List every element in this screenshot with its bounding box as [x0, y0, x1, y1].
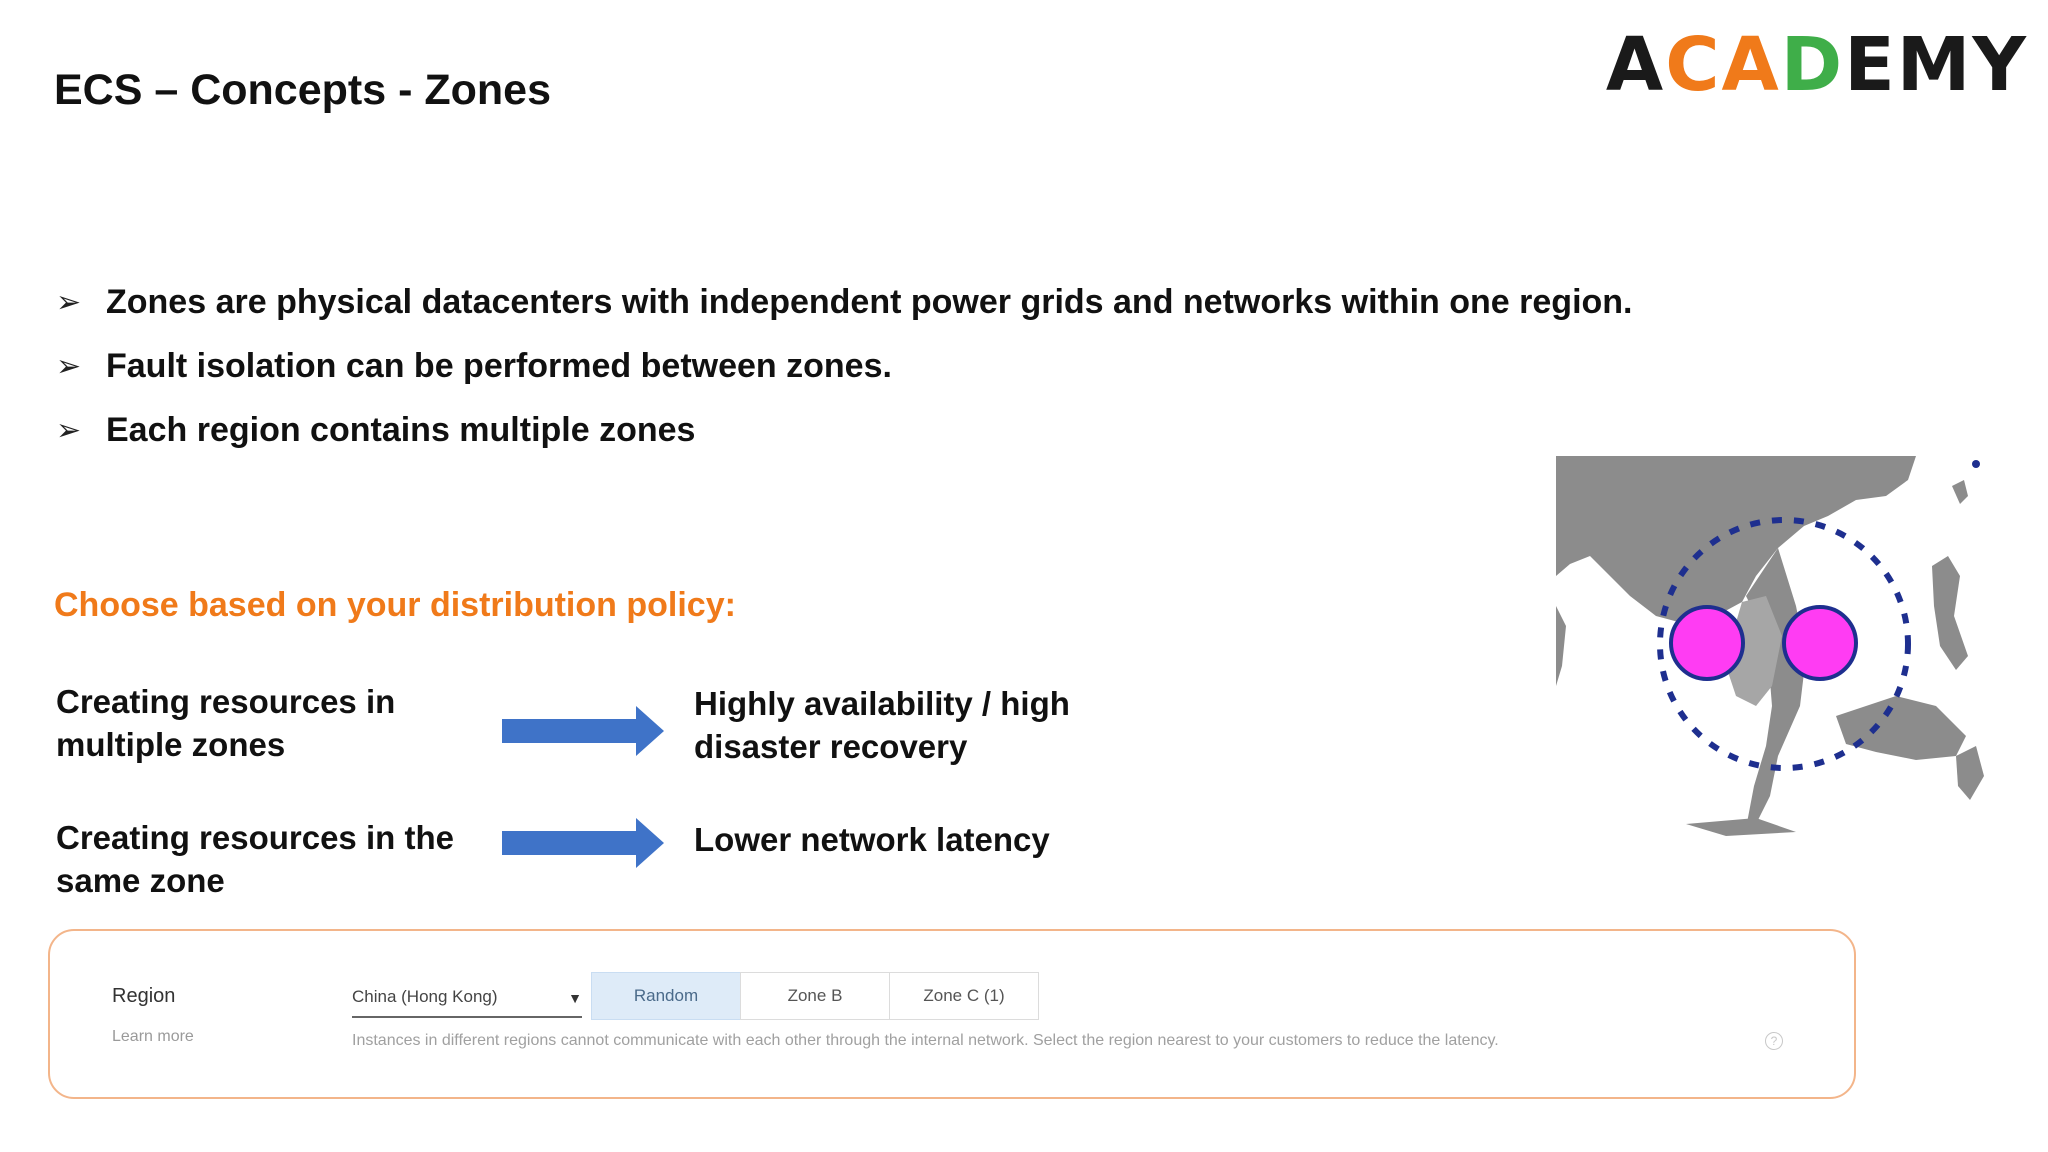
zone-option-b[interactable]: Zone B: [740, 972, 890, 1020]
arrow-bullet-icon: ➢: [56, 349, 82, 383]
academy-logo: [1606, 22, 2028, 108]
bullet-text: Fault isolation can be performed between zones.: [106, 346, 892, 385]
region-map: [1556, 456, 1984, 836]
region-select-value: China (Hong Kong): [352, 987, 498, 1006]
bullet-item: [56, 270, 1633, 334]
zone-option-random[interactable]: Random: [591, 972, 741, 1020]
bullet-text: Zones are physical datacenters with independent power grids and networks within one region.: [106, 282, 1633, 321]
bullet-list: [56, 270, 1633, 462]
policy-heading: Choose based on your distribution policy:: [54, 586, 736, 624]
arrow-bullet-icon: ➢: [56, 285, 82, 319]
bullet-item: [56, 398, 1633, 462]
row-same-zone-right: Lower network latency: [694, 821, 1050, 858]
region-label: Region: [112, 985, 176, 1007]
slide-title: ECS – Concepts - Zones: [54, 66, 551, 114]
right-arrow-icon: [502, 706, 664, 756]
help-icon[interactable]: ?: [1765, 1032, 1783, 1050]
arrow-bullet-icon: ➢: [56, 413, 82, 447]
row-same-zone-left: Creating resources in the same zone: [56, 819, 454, 899]
zone-selector: [592, 972, 1039, 1020]
logo-letter-orange: C: [1665, 22, 1722, 108]
bullet-item: [56, 334, 1633, 398]
zone-option-c[interactable]: Zone C (1): [889, 972, 1039, 1020]
right-arrow-icon: [502, 818, 664, 868]
region-hint-text: Instances in different regions cannot communicate with each other through the internal network. Select the region nearest to your customers to reduce the latency.: [352, 1032, 1499, 1049]
logo-letter-orange: A: [1721, 22, 1781, 108]
row-multi-zone-right: Highly availability / high disaster recovery: [694, 685, 1070, 765]
zone-dot-2: [1784, 607, 1856, 679]
logo-letters: EMY: [1844, 22, 2028, 108]
region-select[interactable]: [352, 978, 582, 1018]
logo-letter: A: [1605, 22, 1666, 108]
caret-down-icon: ▼: [568, 990, 582, 1006]
map-landmass: [1556, 456, 1984, 836]
map-marker: [1972, 460, 1980, 468]
zone-dot-1: [1671, 607, 1743, 679]
logo-letter-green: D: [1780, 22, 1845, 108]
learn-more-link[interactable]: Learn more: [112, 1028, 194, 1045]
bullet-text: Each region contains multiple zones: [106, 410, 696, 449]
row-multi-zone-left: Creating resources in multiple zones: [56, 683, 396, 763]
